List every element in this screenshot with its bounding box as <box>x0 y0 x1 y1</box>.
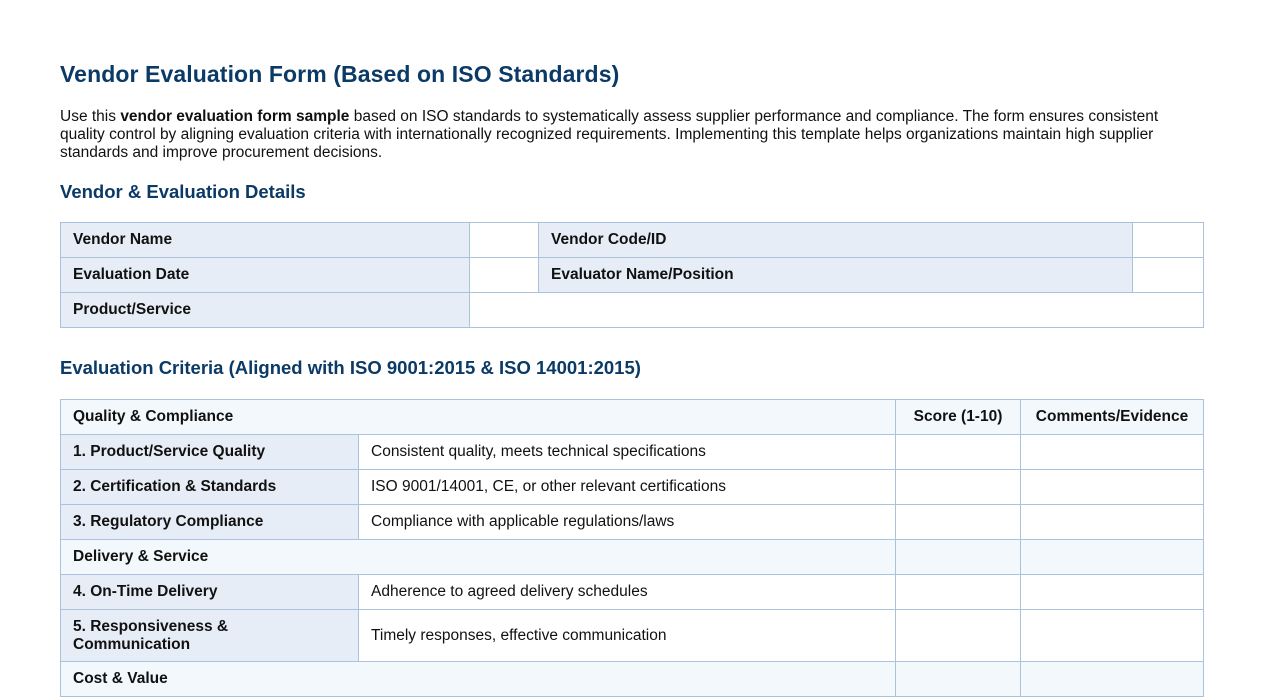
score-header: Score (1-10) <box>896 400 1021 435</box>
category-comments-cell <box>1021 540 1204 575</box>
comments-field[interactable] <box>1021 435 1204 470</box>
score-field[interactable] <box>896 435 1021 470</box>
comments-field[interactable] <box>1021 610 1204 662</box>
criterion-row <box>61 435 1204 470</box>
comments-field[interactable] <box>1021 470 1204 505</box>
intro-text-bold: vendor evaluation form sample <box>120 108 350 125</box>
intro-text-end: based on ISO standards to systematically assess supplier performance and compliance. The form ensures consistent quality control by aligning evaluation criteria with internationally recognized requirements. Implementing this template helps organizations maintain high supplier standards and improve procurement decisions. <box>60 108 1159 161</box>
score-field[interactable] <box>896 575 1021 610</box>
vendor-code-field[interactable] <box>1133 223 1204 258</box>
intro-paragraph <box>60 108 1203 162</box>
vendor-name-label: Vendor Name <box>61 223 470 258</box>
criterion-row <box>61 505 1204 540</box>
details-heading: Vendor & Evaluation Details <box>60 181 306 202</box>
criteria-table <box>60 399 1204 697</box>
criterion-row <box>61 470 1204 505</box>
product-service-label: Product/Service <box>61 293 470 328</box>
score-field[interactable] <box>896 505 1021 540</box>
criterion-description: ISO 9001/14001, CE, or other relevant certifications <box>359 470 896 505</box>
category-row <box>61 662 1204 697</box>
evaluator-label: Evaluator Name/Position <box>539 258 1133 293</box>
criterion-description: Timely responses, effective communication <box>359 610 896 662</box>
score-field[interactable] <box>896 470 1021 505</box>
category-comments-cell <box>1021 662 1204 697</box>
criterion-name: 1. Product/Service Quality <box>61 435 359 470</box>
criterion-description: Consistent quality, meets technical specifications <box>359 435 896 470</box>
category-score-cell <box>896 540 1021 575</box>
criteria-heading: Evaluation Criteria (Aligned with ISO 9001:2015 & ISO 14001:2015) <box>60 357 641 378</box>
category-label: Delivery & Service <box>61 540 896 575</box>
category-label: Cost & Value <box>61 662 896 697</box>
criterion-name: 5. Responsiveness & Communication <box>61 610 359 662</box>
details-row <box>61 223 1204 258</box>
vendor-name-field[interactable] <box>470 223 539 258</box>
criterion-name: 3. Regulatory Compliance <box>61 505 359 540</box>
page <box>60 60 1203 697</box>
vendor-details-table <box>60 222 1204 328</box>
criterion-name: 2. Certification & Standards <box>61 470 359 505</box>
evaluation-date-field[interactable] <box>470 258 539 293</box>
details-row <box>61 258 1204 293</box>
criterion-row <box>61 610 1204 662</box>
comments-field[interactable] <box>1021 505 1204 540</box>
vendor-code-label: Vendor Code/ID <box>539 223 1133 258</box>
criterion-description: Compliance with applicable regulations/laws <box>359 505 896 540</box>
details-row <box>61 293 1204 328</box>
evaluation-date-label: Evaluation Date <box>61 258 470 293</box>
product-service-field[interactable] <box>470 293 1204 328</box>
category-label: Quality & Compliance <box>61 400 896 435</box>
category-score-cell <box>896 662 1021 697</box>
category-row <box>61 540 1204 575</box>
criterion-name: 4. On-Time Delivery <box>61 575 359 610</box>
criterion-description: Adherence to agreed delivery schedules <box>359 575 896 610</box>
category-row <box>61 400 1204 435</box>
page-title: Vendor Evaluation Form (Based on ISO Standards) <box>60 61 620 87</box>
criterion-row <box>61 575 1204 610</box>
evaluator-field[interactable] <box>1133 258 1204 293</box>
score-field[interactable] <box>896 610 1021 662</box>
comments-header: Comments/Evidence <box>1021 400 1204 435</box>
comments-field[interactable] <box>1021 575 1204 610</box>
intro-text-start: Use this <box>60 108 121 125</box>
